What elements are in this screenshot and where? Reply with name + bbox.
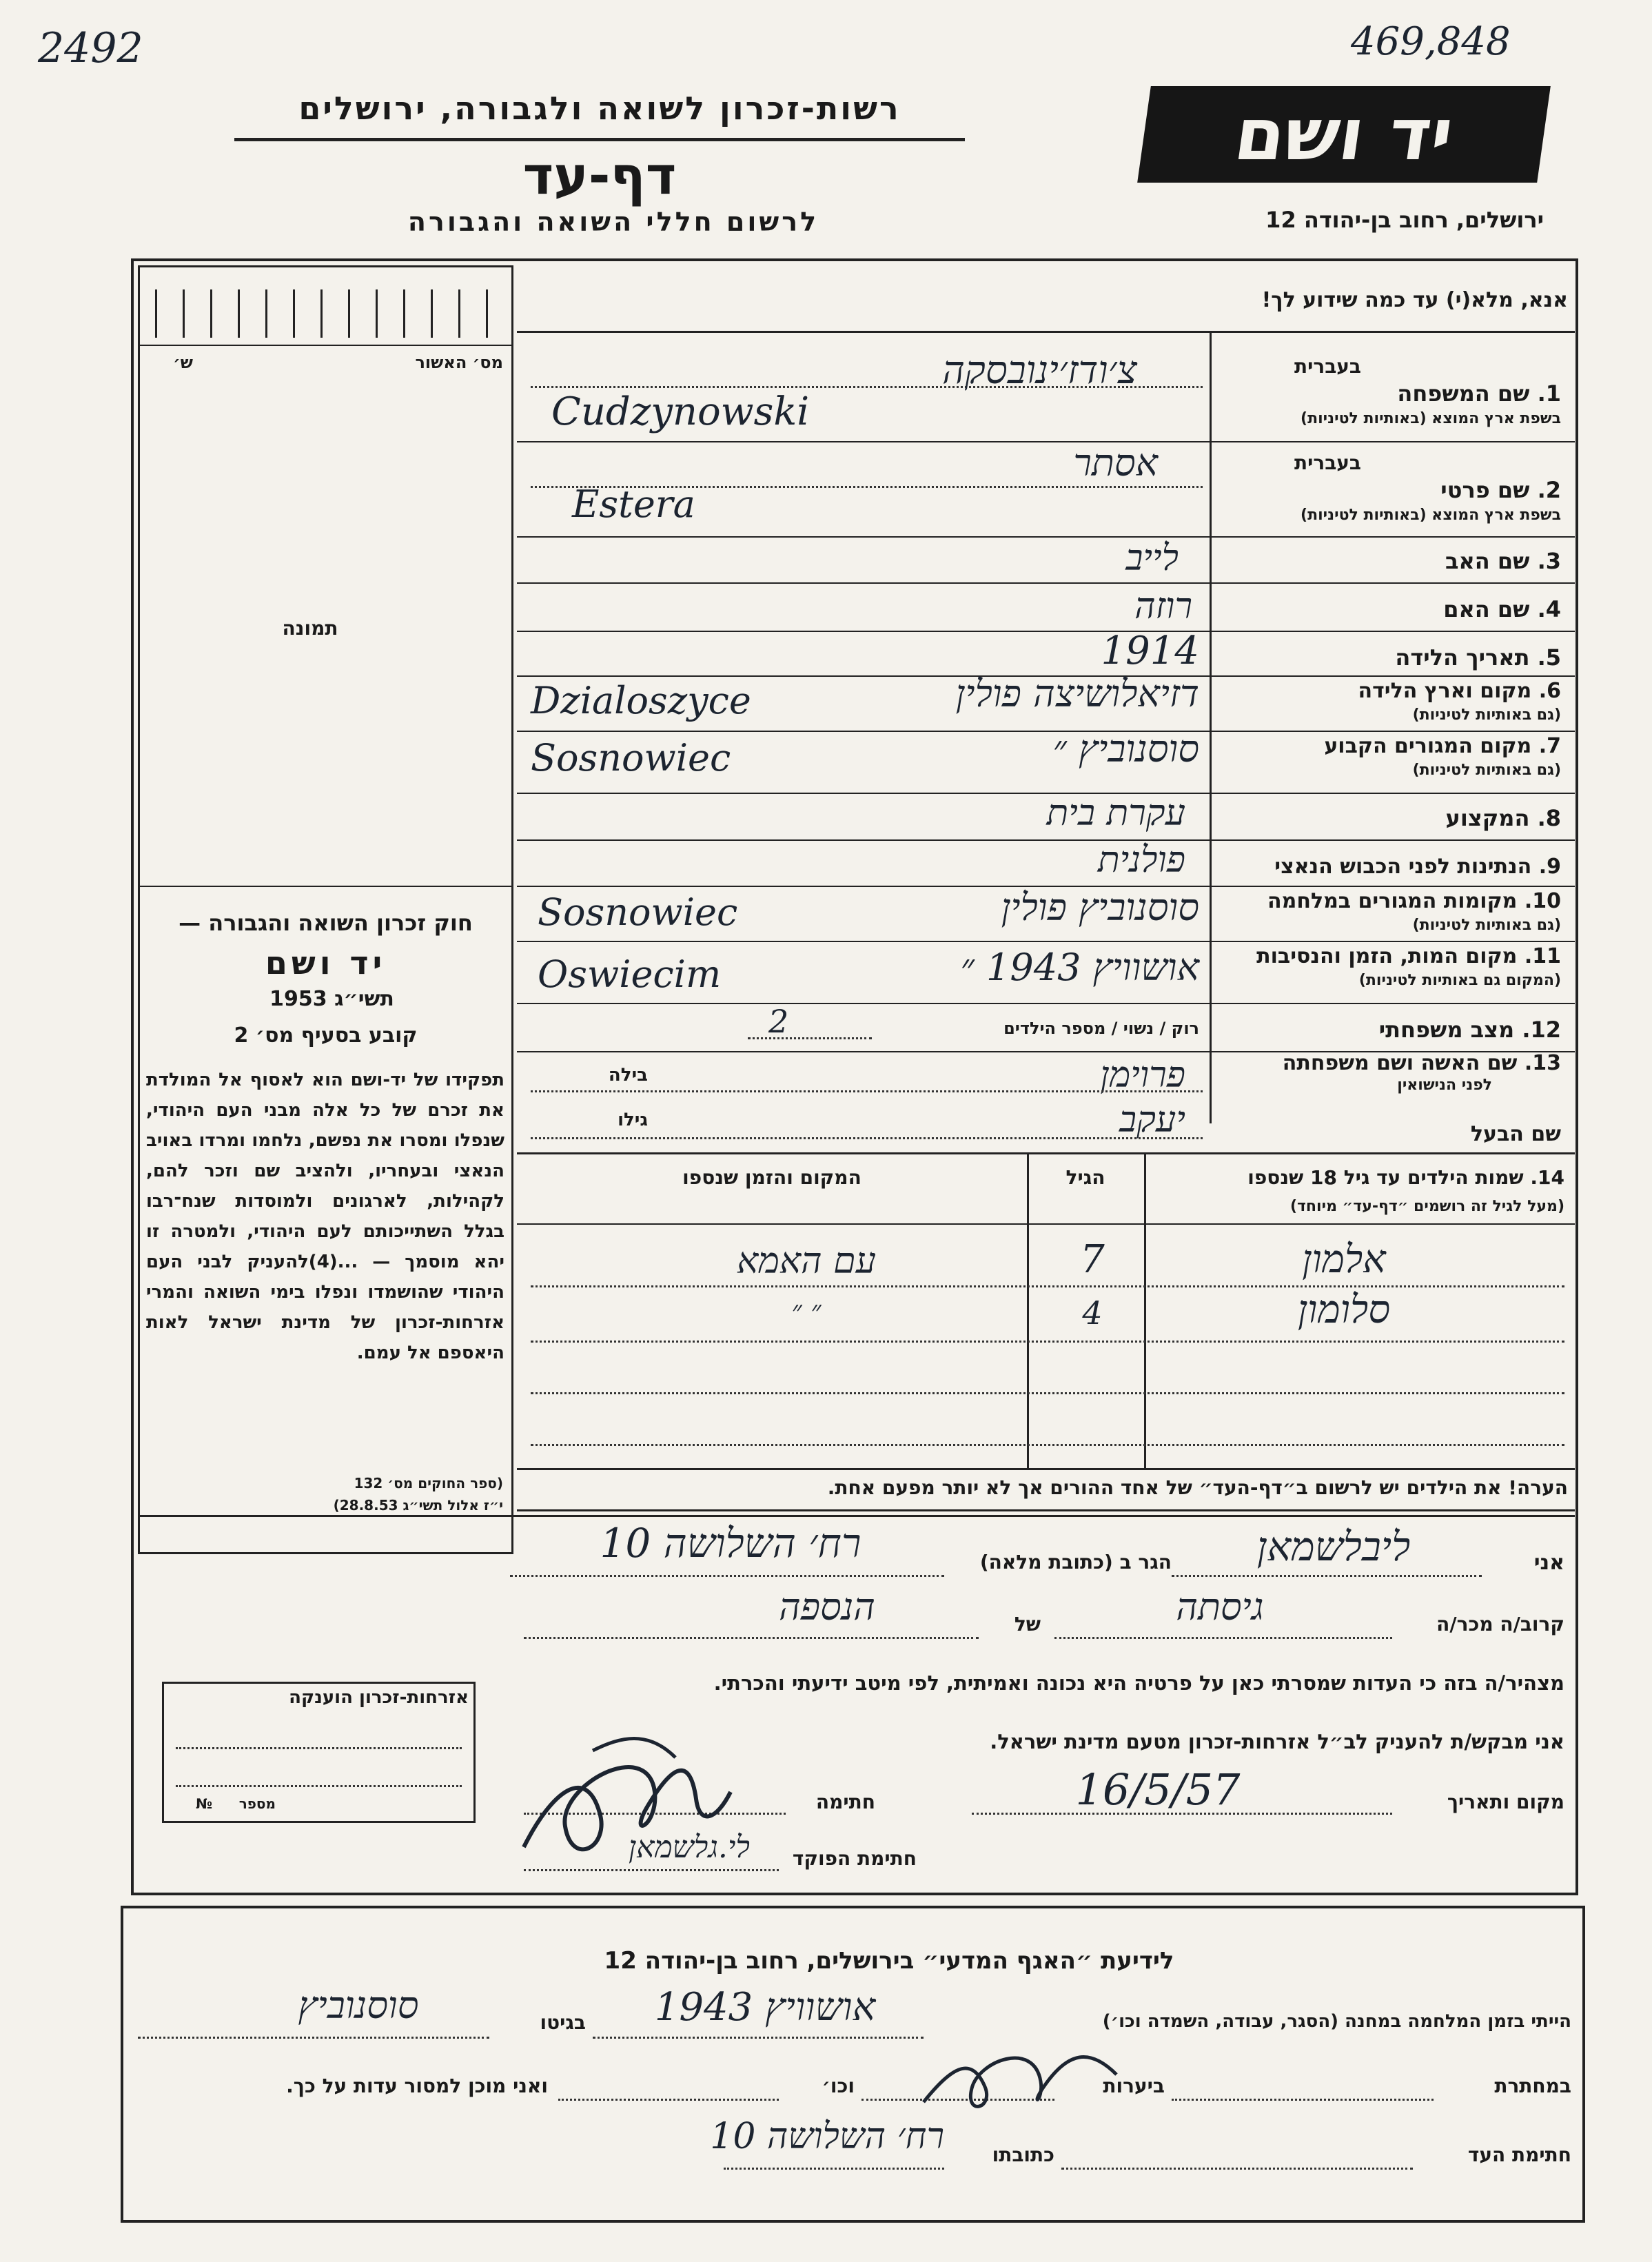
children-sub: (מעל לגיל זה רושמים ״דף-עד״ מיוחד) <box>1289 1198 1564 1215</box>
field-6-hand-lat: Dzialoszyce <box>531 679 751 722</box>
field-7-hand-lat: Sosnowiec <box>531 736 731 780</box>
field-11-hand-lat: Oswiecim <box>538 952 722 996</box>
field-5-label: 5. תאריך הלידה <box>1395 644 1561 671</box>
resides-label: הגר ב (כתובת מלאה) <box>979 1551 1172 1573</box>
witness-label: חתימת העד <box>1467 2143 1571 2166</box>
relation: גיסתה <box>1176 1585 1264 1629</box>
law-source-2: י״ז אלול תשי״ג 28.8.53) <box>333 1497 503 1514</box>
declarant-address: רח׳ השלושה 10 <box>600 1520 861 1567</box>
field-11-hand-heb: אושוויץ 1943 ״ <box>960 946 1199 989</box>
signature-label: חתימה <box>815 1791 875 1813</box>
ghetto-value: סוסנוביץ <box>298 1984 419 2027</box>
field-12-children-count: 2 <box>768 1003 789 1040</box>
officer-name: לי.גלשמאן <box>628 1830 751 1865</box>
field-4-hand-heb: רוזה <box>1134 586 1192 627</box>
approval-label: מס׳ האשור <box>415 353 503 372</box>
citizenship-title: אזרחות-זכרון הוענקה <box>289 1687 469 1708</box>
child-1-place: עם האמא <box>736 1241 877 1282</box>
child-1-name: אלמון <box>1302 1237 1386 1282</box>
field-10-hand-lat: Sosnowiec <box>538 890 738 934</box>
age-header: הגיל <box>1065 1166 1105 1189</box>
law-year <box>148 987 503 1011</box>
field-6-sub: (גם באותיות לטיניות) <box>1412 706 1561 724</box>
field-11-sub: (המקום גם באותיות לטיניות) <box>1358 972 1561 989</box>
etc-label: וכו׳ <box>822 2075 855 2097</box>
field-1-heb-tag: בעברית <box>1294 355 1361 378</box>
law-name: יד ושם <box>265 944 387 981</box>
field-13-wife-suffix: בילה <box>608 1065 648 1086</box>
witness-address-label: כתובתו <box>992 2143 1054 2166</box>
declaration: מצהיר/ה בזה כי העדות שמסרתי כאן על פרטיה היא נכונה ואמיתית, לפי מיטב ידיעתי והכרתי. <box>713 1671 1564 1695</box>
field-2-heb-tag: בעברית <box>1294 451 1361 474</box>
field-8-hand-heb: עקרת בית <box>1046 793 1185 834</box>
address-line: ירושלים, רחוב בן-יהודה 12 <box>1265 207 1544 233</box>
org-line: רשות-זכרון לשואה ולגבורה, ירושלים <box>298 90 901 127</box>
law-text: תפקידו של יד-ושם הוא לאסוף אל המולדת את זכרם של כל אלה מבני העם היהודי, שנפלו ומסרו את נפשם, נלחמו ומרדו באויב הנאצי ובעחריו, ולהציב שם וזכר להם, לקהילות, לארגונים ולמוסדות שנח־רבו בגלל השתייכותם לעם היהודי, ולמטרה זו יהא מוסמך — ...(4)להעניק לבני העם היהודי שהושמדו ונפלו בימי השואה והמרי אזרחות-זכרון של מדינת ישראל לאות היאספם אל עמם. <box>146 1070 504 1363</box>
husband-label: שם הבעל <box>1470 1122 1561 1146</box>
field-4-label: 4. שם האם <box>1443 596 1561 622</box>
law-title: חוק זכרון השואה והגבורה — <box>179 910 473 936</box>
field-6-hand-heb: דזיאלושיצה פולין <box>955 672 1199 715</box>
field-1-hand-heb: צ׳ודז׳ינובסקה <box>942 348 1137 393</box>
footer-title: לידיעת ״האגף המדעי״ בירושלים, רחוב בן-יהודה 12 <box>604 1947 1174 1975</box>
law-year-number: 1953 <box>269 987 327 1011</box>
underground-label: במחתרת <box>1494 2075 1571 2097</box>
field-1-sub: בשפת ארץ המוצא (באותיות לטיניות) <box>1301 410 1561 427</box>
request: אני מבקש/ת להעניק לב״ל אזרחות-זכרון מטעם מדינת ישראל. <box>990 1730 1564 1753</box>
relation-label: קרוב/ה מכר/ה <box>1436 1613 1564 1636</box>
law-section: קובע בסעיף מס׳ 2 <box>234 1023 418 1048</box>
place-date-label: מקום ותאריך <box>1447 1791 1564 1813</box>
field-2-hand-heb: אסתר <box>1073 441 1158 485</box>
field-12-status-options: רוק / נשוי / מספר הילדים <box>1003 1019 1199 1038</box>
field-6-label: 6. מקום וארץ הלידה <box>1358 679 1561 703</box>
officer-label: חתימת הפוקד <box>792 1847 917 1870</box>
archive-number: 469,848 <box>1351 19 1511 64</box>
approval-code: ש׳ <box>173 353 193 372</box>
husband-suffix: גילו <box>618 1110 648 1130</box>
place-header: המקום והזמן שנספו <box>682 1166 861 1189</box>
photo-label: תמונה <box>282 617 338 640</box>
law-source-1: (ספר החוקים מס׳ 132 <box>354 1475 503 1491</box>
witness-signature <box>910 2026 1130 2130</box>
field-1-label: 1. שם המשפחה <box>1397 380 1561 407</box>
field-10-sub: (גם באותיות לטיניות) <box>1412 917 1561 934</box>
field-13-sub: לפני הנישואין <box>1397 1077 1492 1094</box>
field-7-sub: (גם באותיות לטיניות) <box>1412 762 1561 779</box>
field-9-label: 9. הנתינות לפני הכבוש הנאצי <box>1274 855 1561 879</box>
note: הערה! את הילדים יש לרשום ב״דף-העד״ של אחד ההורים אך לא יותר מפעם אחת. <box>827 1476 1568 1499</box>
forests-label: ביערות <box>1103 2075 1165 2097</box>
field-13-hand-heb: פרוימן <box>1100 1054 1185 1096</box>
field-3-label: 3. שם האב <box>1445 548 1561 574</box>
husband-hand-heb: יעקב <box>1119 1099 1185 1141</box>
instruction: אנא, מלא(י) עד כמה שידוע לך! <box>1261 288 1568 312</box>
footer-line1-value: אושוויץ 1943 <box>654 1985 876 2030</box>
i-label: אני <box>1533 1551 1564 1575</box>
field-11-label: 11. מקום המות, הזמן והנסיבות <box>1256 944 1561 968</box>
logo-text: יד ושם <box>1229 92 1459 176</box>
field-8-label: 8. המקצוע <box>1445 805 1561 831</box>
corner-mark: 2492 <box>38 24 143 72</box>
child-2-name: סלומון <box>1297 1287 1391 1332</box>
field-7-label: 7. מקום המגורים הקבוע <box>1324 734 1561 758</box>
field-2-sub: בשפת ארץ המוצא (באותיות לטיניות) <box>1301 507 1561 524</box>
field-5-hand-heb: 1914 <box>1101 629 1199 673</box>
field-2-label: 2. שם פרטי <box>1440 477 1561 503</box>
form-title: דף-עד <box>522 145 677 206</box>
child-2-age: 4 <box>1082 1294 1103 1332</box>
field-12-label: 12. מצב משפחתי <box>1378 1017 1561 1043</box>
of-label: של <box>1014 1613 1041 1636</box>
declarant-date: 16/5/57 <box>1075 1764 1241 1815</box>
yad-vashem-logo <box>1137 86 1551 183</box>
child-2-place: ״ ״ <box>791 1295 822 1327</box>
field-10-label: 10. מקומות המגורים במלחמה <box>1267 889 1561 913</box>
ready-text: ואני מוכן למסור עדות על כך. <box>286 2075 548 2097</box>
approval-ticks <box>155 289 500 338</box>
child-1-age: 7 <box>1080 1237 1105 1282</box>
field-1-hand-lat: Cudzynowski <box>551 389 810 434</box>
law-year-hebrew: תשי״ג <box>334 987 394 1011</box>
field-13-label: 13. שם האשה ושם משפחתה <box>1282 1051 1561 1075</box>
field-9-hand-heb: פולנית <box>1097 839 1185 881</box>
declarant-name: ליבלשמאן <box>1256 1523 1411 1570</box>
ghetto-label: בגיטו <box>540 2011 586 2034</box>
of-name: הנספה <box>779 1585 875 1629</box>
field-3-hand-heb: לייב <box>1125 538 1179 579</box>
witness-address: רח׳ השלושה 10 <box>710 2116 944 2157</box>
citizenship-number-label: מספר <box>238 1795 276 1812</box>
form-subtitle: לרשום חללי השואה והגבורה <box>407 207 819 237</box>
citizenship-no-mark: № <box>195 1795 212 1812</box>
footer-line1-label: הייתי בזמן המלחמה במחנה (הסגר, עבודה, השמדה וכו׳) <box>1102 2011 1571 2032</box>
field-7-hand-heb: סוסנוביץ ״ <box>1052 727 1199 771</box>
field-2-hand-lat: Estera <box>572 482 695 526</box>
children-label: 14. שמות הילדים עד גיל 18 שנספו <box>1247 1166 1564 1189</box>
field-10-hand-heb: סוסנוביץ פולין <box>1001 886 1199 929</box>
